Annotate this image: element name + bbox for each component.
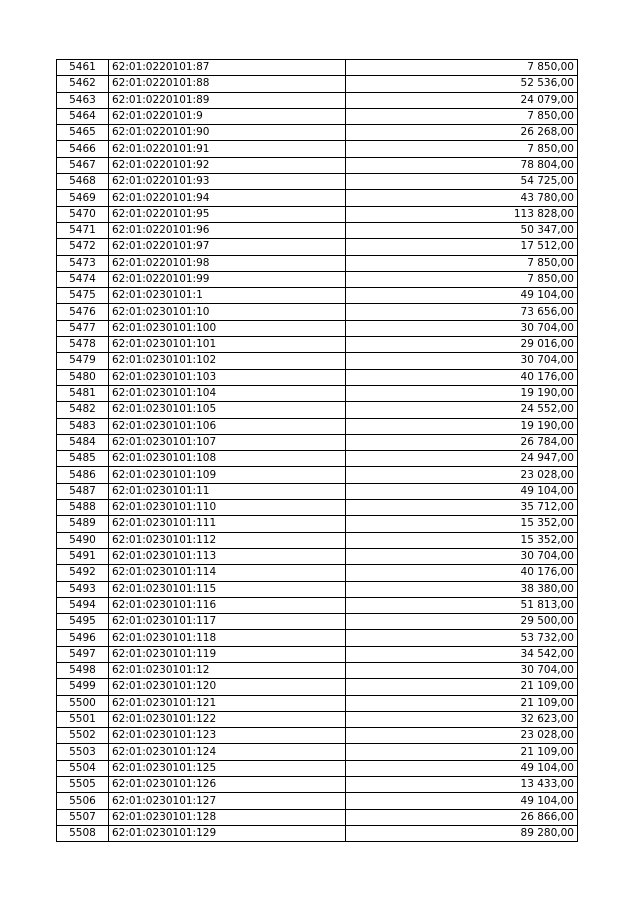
value-cell: 30 704,00 (346, 353, 578, 369)
value-cell: 38 380,00 (346, 581, 578, 597)
row-number-cell: 5489 (57, 516, 109, 532)
row-number-cell: 5480 (57, 369, 109, 385)
value-cell: 19 190,00 (346, 418, 578, 434)
cadastral-number-cell: 62:01:0220101:91 (109, 141, 346, 157)
row-number-cell: 5476 (57, 304, 109, 320)
cadastral-number-cell: 62:01:0230101:127 (109, 793, 346, 809)
table-row (57, 320, 578, 336)
cadastral-number-cell: 62:01:0230101:10 (109, 304, 346, 320)
row-number-cell: 5505 (57, 777, 109, 793)
value-cell: 53 732,00 (346, 630, 578, 646)
value-cell: 34 542,00 (346, 646, 578, 662)
cadastral-number-cell: 62:01:0230101:105 (109, 402, 346, 418)
table-row (57, 402, 578, 418)
table-row (57, 222, 578, 238)
cadastral-number-cell: 62:01:0230101:123 (109, 728, 346, 744)
cadastral-number-cell: 62:01:0230101:111 (109, 516, 346, 532)
row-number-cell: 5472 (57, 239, 109, 255)
cadastral-number-cell: 62:01:0230101:129 (109, 825, 346, 841)
cadastral-number-cell: 62:01:0230101:124 (109, 744, 346, 760)
value-cell: 43 780,00 (346, 190, 578, 206)
table-row (57, 467, 578, 483)
table-row (57, 614, 578, 630)
cadastral-number-cell: 62:01:0230101:120 (109, 679, 346, 695)
table-row (57, 288, 578, 304)
row-number-cell: 5499 (57, 679, 109, 695)
row-number-cell: 5474 (57, 271, 109, 287)
value-cell: 49 104,00 (346, 288, 578, 304)
table-row (57, 597, 578, 613)
cadastral-number-cell: 62:01:0230101:103 (109, 369, 346, 385)
cadastral-number-cell: 62:01:0230101:11 (109, 483, 346, 499)
value-cell: 26 784,00 (346, 434, 578, 450)
cadastral-number-cell: 62:01:0220101:94 (109, 190, 346, 206)
value-cell: 30 704,00 (346, 548, 578, 564)
value-cell: 26 866,00 (346, 809, 578, 825)
row-number-cell: 5461 (57, 60, 109, 76)
table-row (57, 581, 578, 597)
cadastral-number-cell: 62:01:0230101:116 (109, 597, 346, 613)
row-number-cell: 5482 (57, 402, 109, 418)
cadastral-number-cell: 62:01:0220101:87 (109, 60, 346, 76)
table-row (57, 304, 578, 320)
value-cell: 7 850,00 (346, 60, 578, 76)
row-number-cell: 5497 (57, 646, 109, 662)
table-row (57, 451, 578, 467)
value-cell: 54 725,00 (346, 174, 578, 190)
cadastral-number-cell: 62:01:0220101:97 (109, 239, 346, 255)
row-number-cell: 5465 (57, 125, 109, 141)
cadastral-number-cell: 62:01:0220101:92 (109, 157, 346, 173)
row-number-cell: 5467 (57, 157, 109, 173)
row-number-cell: 5463 (57, 92, 109, 108)
row-number-cell: 5492 (57, 565, 109, 581)
cadastral-number-cell: 62:01:0220101:99 (109, 271, 346, 287)
table-row (57, 662, 578, 678)
row-number-cell: 5471 (57, 222, 109, 238)
cadastral-number-cell: 62:01:0220101:95 (109, 206, 346, 222)
row-number-cell: 5468 (57, 174, 109, 190)
row-number-cell: 5508 (57, 825, 109, 841)
value-cell: 32 623,00 (346, 711, 578, 727)
value-cell: 7 850,00 (346, 271, 578, 287)
value-cell: 24 947,00 (346, 451, 578, 467)
cadastral-number-cell: 62:01:0220101:88 (109, 76, 346, 92)
table-row (57, 157, 578, 173)
cadastral-number-cell: 62:01:0230101:112 (109, 532, 346, 548)
table-row (57, 353, 578, 369)
table-row (57, 369, 578, 385)
cadastral-number-cell: 62:01:0230101:126 (109, 777, 346, 793)
table-row (57, 271, 578, 287)
table-row (57, 532, 578, 548)
table-row (57, 141, 578, 157)
value-cell: 23 028,00 (346, 467, 578, 483)
value-cell: 89 280,00 (346, 825, 578, 841)
value-cell: 30 704,00 (346, 320, 578, 336)
value-cell: 23 028,00 (346, 728, 578, 744)
table-row (57, 679, 578, 695)
value-cell: 21 109,00 (346, 695, 578, 711)
cadastral-number-cell: 62:01:0230101:128 (109, 809, 346, 825)
row-number-cell: 5500 (57, 695, 109, 711)
value-cell: 113 828,00 (346, 206, 578, 222)
table-row (57, 630, 578, 646)
table-row (57, 206, 578, 222)
table-row (57, 760, 578, 776)
cadastral-number-cell: 62:01:0230101:101 (109, 337, 346, 353)
value-cell: 40 176,00 (346, 369, 578, 385)
document-page (56, 59, 577, 842)
table-row (57, 695, 578, 711)
cadastral-number-cell: 62:01:0230101:109 (109, 467, 346, 483)
table-row (57, 434, 578, 450)
table-row (57, 728, 578, 744)
table-row (57, 825, 578, 841)
value-cell: 21 109,00 (346, 679, 578, 695)
cadastral-number-cell: 62:01:0230101:102 (109, 353, 346, 369)
cadastral-number-cell: 62:01:0230101:121 (109, 695, 346, 711)
row-number-cell: 5488 (57, 500, 109, 516)
cadastral-number-cell: 62:01:0230101:100 (109, 320, 346, 336)
table-row (57, 483, 578, 499)
row-number-cell: 5496 (57, 630, 109, 646)
value-cell: 21 109,00 (346, 744, 578, 760)
cadastral-number-cell: 62:01:0220101:96 (109, 222, 346, 238)
row-number-cell: 5494 (57, 597, 109, 613)
table-row (57, 646, 578, 662)
value-cell: 49 104,00 (346, 483, 578, 499)
cadastral-number-cell: 62:01:0230101:113 (109, 548, 346, 564)
row-number-cell: 5466 (57, 141, 109, 157)
value-cell: 7 850,00 (346, 108, 578, 124)
value-cell: 15 352,00 (346, 532, 578, 548)
table-row (57, 92, 578, 108)
cadastral-number-cell: 62:01:0220101:9 (109, 108, 346, 124)
row-number-cell: 5473 (57, 255, 109, 271)
value-cell: 40 176,00 (346, 565, 578, 581)
table-row (57, 239, 578, 255)
row-number-cell: 5479 (57, 353, 109, 369)
cadastral-number-cell: 62:01:0230101:115 (109, 581, 346, 597)
row-number-cell: 5501 (57, 711, 109, 727)
row-number-cell: 5486 (57, 467, 109, 483)
value-cell: 78 804,00 (346, 157, 578, 173)
cadastral-number-cell: 62:01:0230101:119 (109, 646, 346, 662)
row-number-cell: 5491 (57, 548, 109, 564)
cadastral-value-table (56, 59, 578, 842)
cadastral-number-cell: 62:01:0230101:1 (109, 288, 346, 304)
row-number-cell: 5477 (57, 320, 109, 336)
value-cell: 73 656,00 (346, 304, 578, 320)
row-number-cell: 5493 (57, 581, 109, 597)
value-cell: 15 352,00 (346, 516, 578, 532)
cadastral-number-cell: 62:01:0230101:122 (109, 711, 346, 727)
value-cell: 29 500,00 (346, 614, 578, 630)
table-row (57, 190, 578, 206)
table-row (57, 385, 578, 401)
row-number-cell: 5483 (57, 418, 109, 434)
row-number-cell: 5475 (57, 288, 109, 304)
value-cell: 35 712,00 (346, 500, 578, 516)
cadastral-number-cell: 62:01:0220101:98 (109, 255, 346, 271)
row-number-cell: 5485 (57, 451, 109, 467)
row-number-cell: 5464 (57, 108, 109, 124)
table-row (57, 125, 578, 141)
row-number-cell: 5490 (57, 532, 109, 548)
row-number-cell: 5504 (57, 760, 109, 776)
row-number-cell: 5506 (57, 793, 109, 809)
value-cell: 52 536,00 (346, 76, 578, 92)
table-row (57, 565, 578, 581)
table-row (57, 777, 578, 793)
table-row (57, 108, 578, 124)
cadastral-number-cell: 62:01:0230101:107 (109, 434, 346, 450)
table-row (57, 711, 578, 727)
table-row (57, 60, 578, 76)
cadastral-number-cell: 62:01:0220101:90 (109, 125, 346, 141)
row-number-cell: 5502 (57, 728, 109, 744)
row-number-cell: 5507 (57, 809, 109, 825)
row-number-cell: 5498 (57, 662, 109, 678)
row-number-cell: 5478 (57, 337, 109, 353)
row-number-cell: 5470 (57, 206, 109, 222)
table-row (57, 809, 578, 825)
value-cell: 30 704,00 (346, 662, 578, 678)
cadastral-number-cell: 62:01:0230101:114 (109, 565, 346, 581)
row-number-cell: 5469 (57, 190, 109, 206)
row-number-cell: 5487 (57, 483, 109, 499)
value-cell: 19 190,00 (346, 385, 578, 401)
table-row (57, 744, 578, 760)
cadastral-number-cell: 62:01:0230101:110 (109, 500, 346, 516)
cadastral-number-cell: 62:01:0230101:125 (109, 760, 346, 776)
value-cell: 17 512,00 (346, 239, 578, 255)
table-row (57, 516, 578, 532)
cadastral-number-cell: 62:01:0230101:104 (109, 385, 346, 401)
value-cell: 13 433,00 (346, 777, 578, 793)
table-row (57, 793, 578, 809)
cadastral-number-cell: 62:01:0230101:12 (109, 662, 346, 678)
table-row (57, 76, 578, 92)
cadastral-number-cell: 62:01:0230101:118 (109, 630, 346, 646)
table-row (57, 255, 578, 271)
table-row (57, 418, 578, 434)
table-row (57, 174, 578, 190)
value-cell: 26 268,00 (346, 125, 578, 141)
table-row (57, 500, 578, 516)
cadastral-number-cell: 62:01:0230101:106 (109, 418, 346, 434)
row-number-cell: 5484 (57, 434, 109, 450)
table-row (57, 337, 578, 353)
value-cell: 49 104,00 (346, 760, 578, 776)
row-number-cell: 5495 (57, 614, 109, 630)
value-cell: 51 813,00 (346, 597, 578, 613)
cadastral-number-cell: 62:01:0230101:108 (109, 451, 346, 467)
value-cell: 24 552,00 (346, 402, 578, 418)
value-cell: 50 347,00 (346, 222, 578, 238)
table-row (57, 548, 578, 564)
value-cell: 29 016,00 (346, 337, 578, 353)
value-cell: 7 850,00 (346, 255, 578, 271)
cadastral-number-cell: 62:01:0220101:93 (109, 174, 346, 190)
row-number-cell: 5462 (57, 76, 109, 92)
cadastral-number-cell: 62:01:0230101:117 (109, 614, 346, 630)
row-number-cell: 5481 (57, 385, 109, 401)
row-number-cell: 5503 (57, 744, 109, 760)
value-cell: 24 079,00 (346, 92, 578, 108)
cadastral-number-cell: 62:01:0220101:89 (109, 92, 346, 108)
table-body (57, 60, 578, 842)
value-cell: 49 104,00 (346, 793, 578, 809)
value-cell: 7 850,00 (346, 141, 578, 157)
